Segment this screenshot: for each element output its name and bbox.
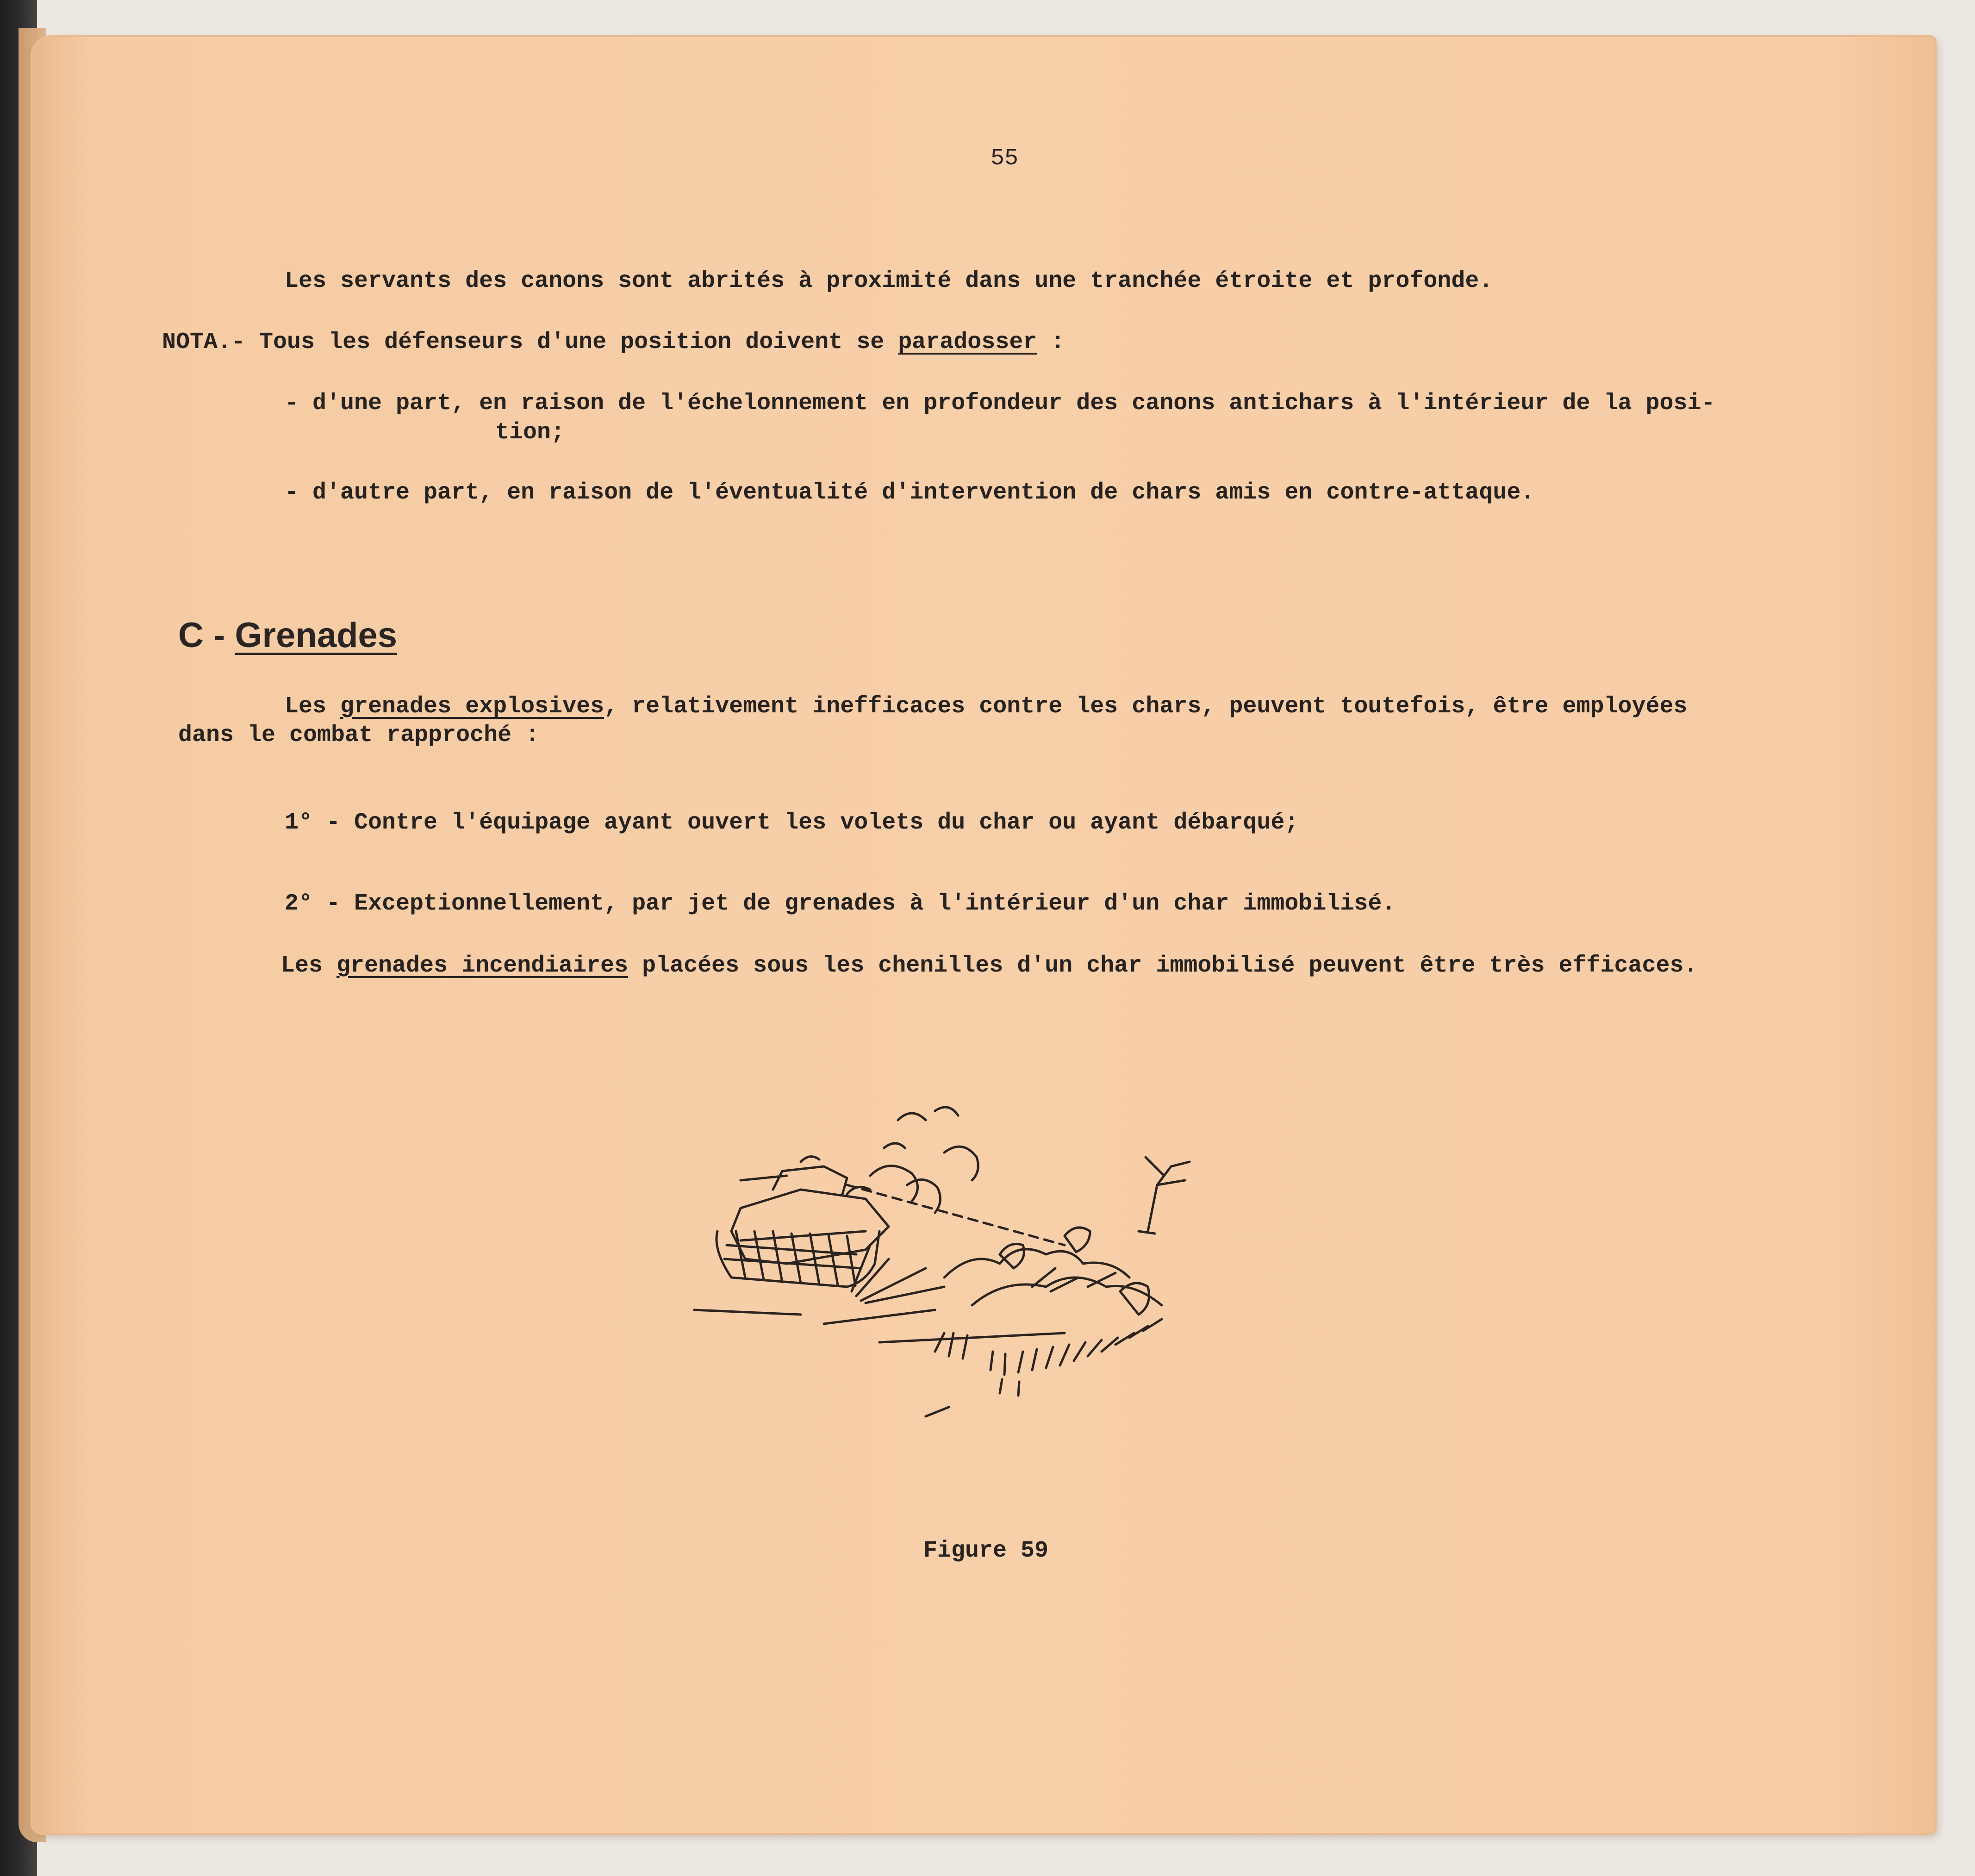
section-title: Grenades [235, 616, 398, 655]
paragraph-explosives-line-1 [285, 695, 1688, 718]
bullet-2: - d'autre part, en raison de l'éventualité d'intervention de chars amis en contre-attaque. [285, 480, 1535, 506]
page-number: 55 [991, 145, 1019, 172]
para3-lead: Les [281, 953, 337, 979]
grenades-explosives-term: grenades explosives [340, 693, 604, 720]
nota-label: NOTA.- [162, 329, 246, 355]
list-item-2: 2° - Exceptionnellement, par jet de grenades à l'intérieur d'un char immobilisé. [285, 891, 1396, 917]
nota-paragraph [162, 331, 1065, 354]
figure-caption: Figure 59 [923, 1538, 1049, 1564]
paragraph-incendiary [281, 954, 1698, 978]
nota-underlined-word: paradosser [898, 329, 1037, 355]
list-item-1: 1° - Contre l'équipage ayant ouvert les volets du char ou ayant débarqué; [285, 810, 1299, 836]
section-prefix: C - [178, 616, 235, 655]
nota-text: Tous les défenseurs d'une position doivent se [259, 329, 898, 355]
para2-rest: , relativement inefficaces contre les chars, peuvent toutefois, être employées [604, 693, 1688, 720]
para2-lead: Les [285, 693, 341, 720]
nota-text-end: : [1037, 329, 1065, 355]
para3-rest: placées sous les chenilles d'un char immobilisé peuvent être très efficaces. [628, 953, 1698, 979]
grenades-incendiaires-term: grenades incendiaires [336, 953, 629, 979]
bullet-1-line-1: - d'une part, en raison de l'échelonnement en profondeur des canons antichars à l'intérieur de la posi- [285, 390, 1715, 417]
tank-grenade-sketch [648, 1092, 1250, 1453]
section-heading [178, 618, 397, 653]
bullet-1-line-2: tion; [495, 419, 565, 446]
paragraph-servants: Les servants des canons sont abrités à proximité dans une tranchée étroite et profonde. [285, 268, 1493, 294]
paragraph-explosives-line-2: dans le combat rapproché : [178, 722, 540, 748]
figure-59-illustration [648, 1092, 1250, 1453]
